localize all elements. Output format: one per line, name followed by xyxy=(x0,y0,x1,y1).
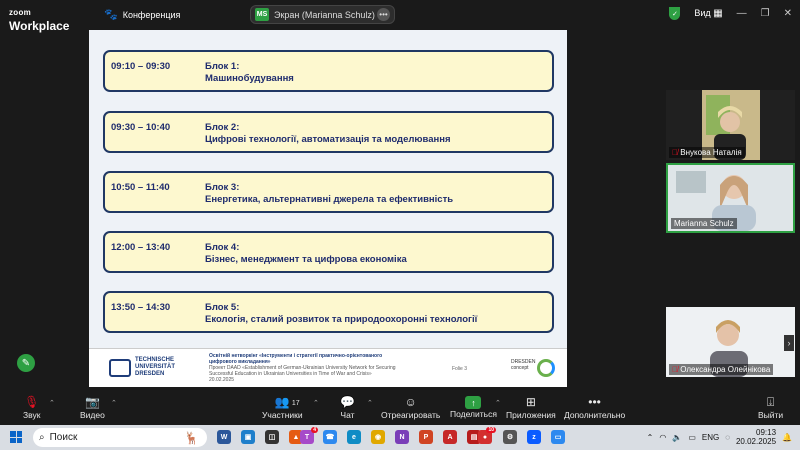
apps-icon: ⊞ xyxy=(525,395,536,409)
schedule-block-3 xyxy=(103,171,554,213)
meeting-toolbar xyxy=(0,393,800,425)
chat-bubble-icon[interactable]: ◌ xyxy=(725,432,730,442)
logo-zoom: zoom xyxy=(9,8,32,17)
audio-button[interactable] xyxy=(23,395,40,420)
audio-options-caret[interactable]: ⌃ xyxy=(49,400,55,407)
chat-button[interactable] xyxy=(340,395,355,420)
participants-icon: 👥 17 xyxy=(274,395,300,409)
block-title: Блок 2: Цифрові технології, автоматизація та моделювання xyxy=(205,122,451,145)
schedule-block-4 xyxy=(103,231,554,273)
chrome-icon[interactable]: ◉ xyxy=(371,430,385,444)
search-icon: ⌕ xyxy=(39,432,45,443)
participants-button[interactable] xyxy=(262,395,303,420)
react-button[interactable] xyxy=(381,395,440,420)
onenote-icon[interactable]: N xyxy=(395,430,409,444)
more-options-icon[interactable]: ••• xyxy=(377,8,390,21)
clock-time: 09:13 xyxy=(756,428,777,437)
block-title: Блок 1: Машинобудування xyxy=(205,61,294,84)
chat-icon: 💬 xyxy=(340,395,355,409)
participant-tile[interactable] xyxy=(666,90,795,160)
participant-name: Marianna Schulz xyxy=(671,218,737,229)
block-title: Блок 4: Бізнес, менеджмент та цифрова економіка xyxy=(205,242,407,265)
annotate-pencil-icon[interactable]: ✎ xyxy=(17,354,35,372)
apps-label: Приложения xyxy=(506,410,556,420)
react-label: Отреагировать xyxy=(381,410,441,420)
block-time: 09:10 – 09:30 xyxy=(111,61,171,72)
slide-number: Folie 3 xyxy=(452,366,468,372)
video-button[interactable] xyxy=(80,395,105,420)
more-button[interactable] xyxy=(564,395,625,420)
system-tray xyxy=(647,428,792,446)
participant-name: 🎙̸ Олександра Олейнікова xyxy=(669,364,773,375)
security-shield-icon[interactable]: ✓ xyxy=(669,7,680,20)
tray-overflow-icon[interactable]: ⌃ xyxy=(646,432,654,442)
participants-count: 17 xyxy=(291,400,300,407)
edge-icon[interactable]: e xyxy=(347,430,361,444)
photos-icon[interactable]: ▣ xyxy=(241,430,255,444)
zoom-logo xyxy=(9,3,69,32)
remote-desktop-icon[interactable]: ▭ xyxy=(551,430,565,444)
chevron-right-icon[interactable]: › xyxy=(784,335,794,351)
app-notification-icon[interactable]: ● 10 xyxy=(478,430,492,444)
search-placeholder: Поиск xyxy=(49,432,78,443)
sharer-avatar: MS xyxy=(255,8,269,21)
mic-muted-icon: 🎙̸ xyxy=(672,365,678,374)
mic-muted-icon: 🎙 xyxy=(24,395,40,409)
wifi-icon[interactable]: ◠ xyxy=(659,432,667,442)
pdf-icon[interactable]: ▤ xyxy=(467,430,481,444)
restore-icon[interactable]: ❐ xyxy=(760,8,770,19)
taskbar-search[interactable] xyxy=(33,428,207,447)
block-time: 12:00 – 13:40 xyxy=(111,242,171,253)
battery-icon[interactable]: ▭ xyxy=(688,432,696,442)
meeting-info-button[interactable] xyxy=(104,8,180,21)
more-dots-icon: ••• xyxy=(588,395,601,409)
notification-badge: 10 xyxy=(488,427,494,433)
participants-label: Участники xyxy=(262,410,303,420)
notifications-icon[interactable]: 🔔 xyxy=(782,432,792,442)
logo-workplace: Workplace xyxy=(9,19,70,33)
block-title: Блок 3: Енергетика, альтернативні джерела та ефективність xyxy=(205,182,454,205)
chat-label: Чат xyxy=(340,410,355,420)
minimize-icon[interactable]: — xyxy=(736,8,747,19)
apps-button[interactable] xyxy=(506,395,556,420)
paw-icon: 🐾 xyxy=(104,9,118,21)
footer-project-text: Освітній нетворкінг «Інструменти і стратегії практично-орієнтованого цифрового викладання» Проект DAAD «Establishment of German-Ukrainian University Network for Securing Successful Education in Ukrainian Universities in Time of War and Crisis» 20.02.2025 xyxy=(209,353,396,383)
schedule-block-2 xyxy=(103,111,554,153)
participant-tile[interactable] xyxy=(666,307,795,377)
top-bar xyxy=(0,0,800,33)
shared-slide xyxy=(89,30,567,387)
share-options-caret[interactable]: ⌃ xyxy=(495,400,501,407)
tu-logo-mark-icon xyxy=(109,359,131,377)
teams-icon[interactable]: T 4 xyxy=(300,430,314,444)
volume-icon[interactable]: 🔈 xyxy=(672,432,683,442)
clock[interactable] xyxy=(736,428,776,446)
meeting-label: Конференция xyxy=(122,9,181,20)
camera-off-icon: 📷 xyxy=(84,395,100,409)
word-icon[interactable]: W xyxy=(217,430,231,444)
share-title: Экран (Marianna Schulz) xyxy=(274,9,375,20)
participant-tile-active[interactable] xyxy=(666,163,795,233)
video-options-caret[interactable]: ⌃ xyxy=(111,400,117,407)
chat-options-caret[interactable]: ⌃ xyxy=(367,400,373,407)
zoom-icon[interactable]: z xyxy=(527,430,541,444)
smile-icon: ☺ xyxy=(404,395,417,409)
windows-start-icon[interactable] xyxy=(10,431,22,443)
video-label: Видео xyxy=(80,410,105,420)
screen-share-indicator[interactable] xyxy=(250,5,395,24)
block-title: Блок 5: Екологія, сталий розвиток та природоохоронні технології xyxy=(205,302,478,325)
tu-dresden-logo: TECHNISCHE UNIVERSITÄT DRESDEN xyxy=(109,357,175,378)
acrobat-icon[interactable]: A xyxy=(443,430,457,444)
share-button[interactable] xyxy=(450,395,497,419)
leave-label: Выйти xyxy=(758,410,784,420)
clock-date: 20.02.2025 xyxy=(735,437,777,446)
mic-muted-icon: 🎙̸ xyxy=(672,148,678,157)
block-time: 09:30 – 10:40 xyxy=(111,122,171,133)
view-label: Вид xyxy=(694,8,711,18)
block-time: 10:50 – 11:40 xyxy=(111,182,170,193)
dresden-concept-logo: DRESDEN concept xyxy=(511,359,536,371)
deer-illustration-icon: 🦌 xyxy=(184,430,199,445)
participants-options-caret[interactable]: ⌃ xyxy=(313,400,319,407)
share-label: Поделиться xyxy=(450,409,497,419)
view-button[interactable]: Вид ▦ xyxy=(694,8,723,19)
settings-gear-icon[interactable]: ⚙ xyxy=(503,430,517,444)
schedule-block-1 xyxy=(103,50,554,92)
slide-footer xyxy=(89,348,567,387)
share-screen-icon: ↑ xyxy=(465,396,481,409)
powerpoint-icon[interactable]: P xyxy=(419,430,433,444)
leave-button[interactable] xyxy=(758,395,783,420)
leave-door-icon: ⍗ xyxy=(766,395,775,409)
close-icon[interactable]: ✕ xyxy=(783,8,792,19)
audio-label: Звук xyxy=(23,410,41,420)
windows-taskbar xyxy=(0,425,800,450)
participant-name: 🎙̸ Внукова Наталія xyxy=(669,147,745,158)
matlab-icon[interactable]: ▲ xyxy=(289,430,303,444)
window-controls xyxy=(669,7,792,20)
phone-icon[interactable]: ☎ xyxy=(323,430,337,444)
schedule-block-5 xyxy=(103,291,554,333)
dresden-circle-icon xyxy=(537,359,555,377)
app-icon[interactable]: ◫ xyxy=(265,430,279,444)
language-indicator[interactable]: ENG xyxy=(701,432,720,442)
block-time: 13:50 – 14:30 xyxy=(111,302,171,313)
more-label: Дополнительно xyxy=(564,410,626,420)
